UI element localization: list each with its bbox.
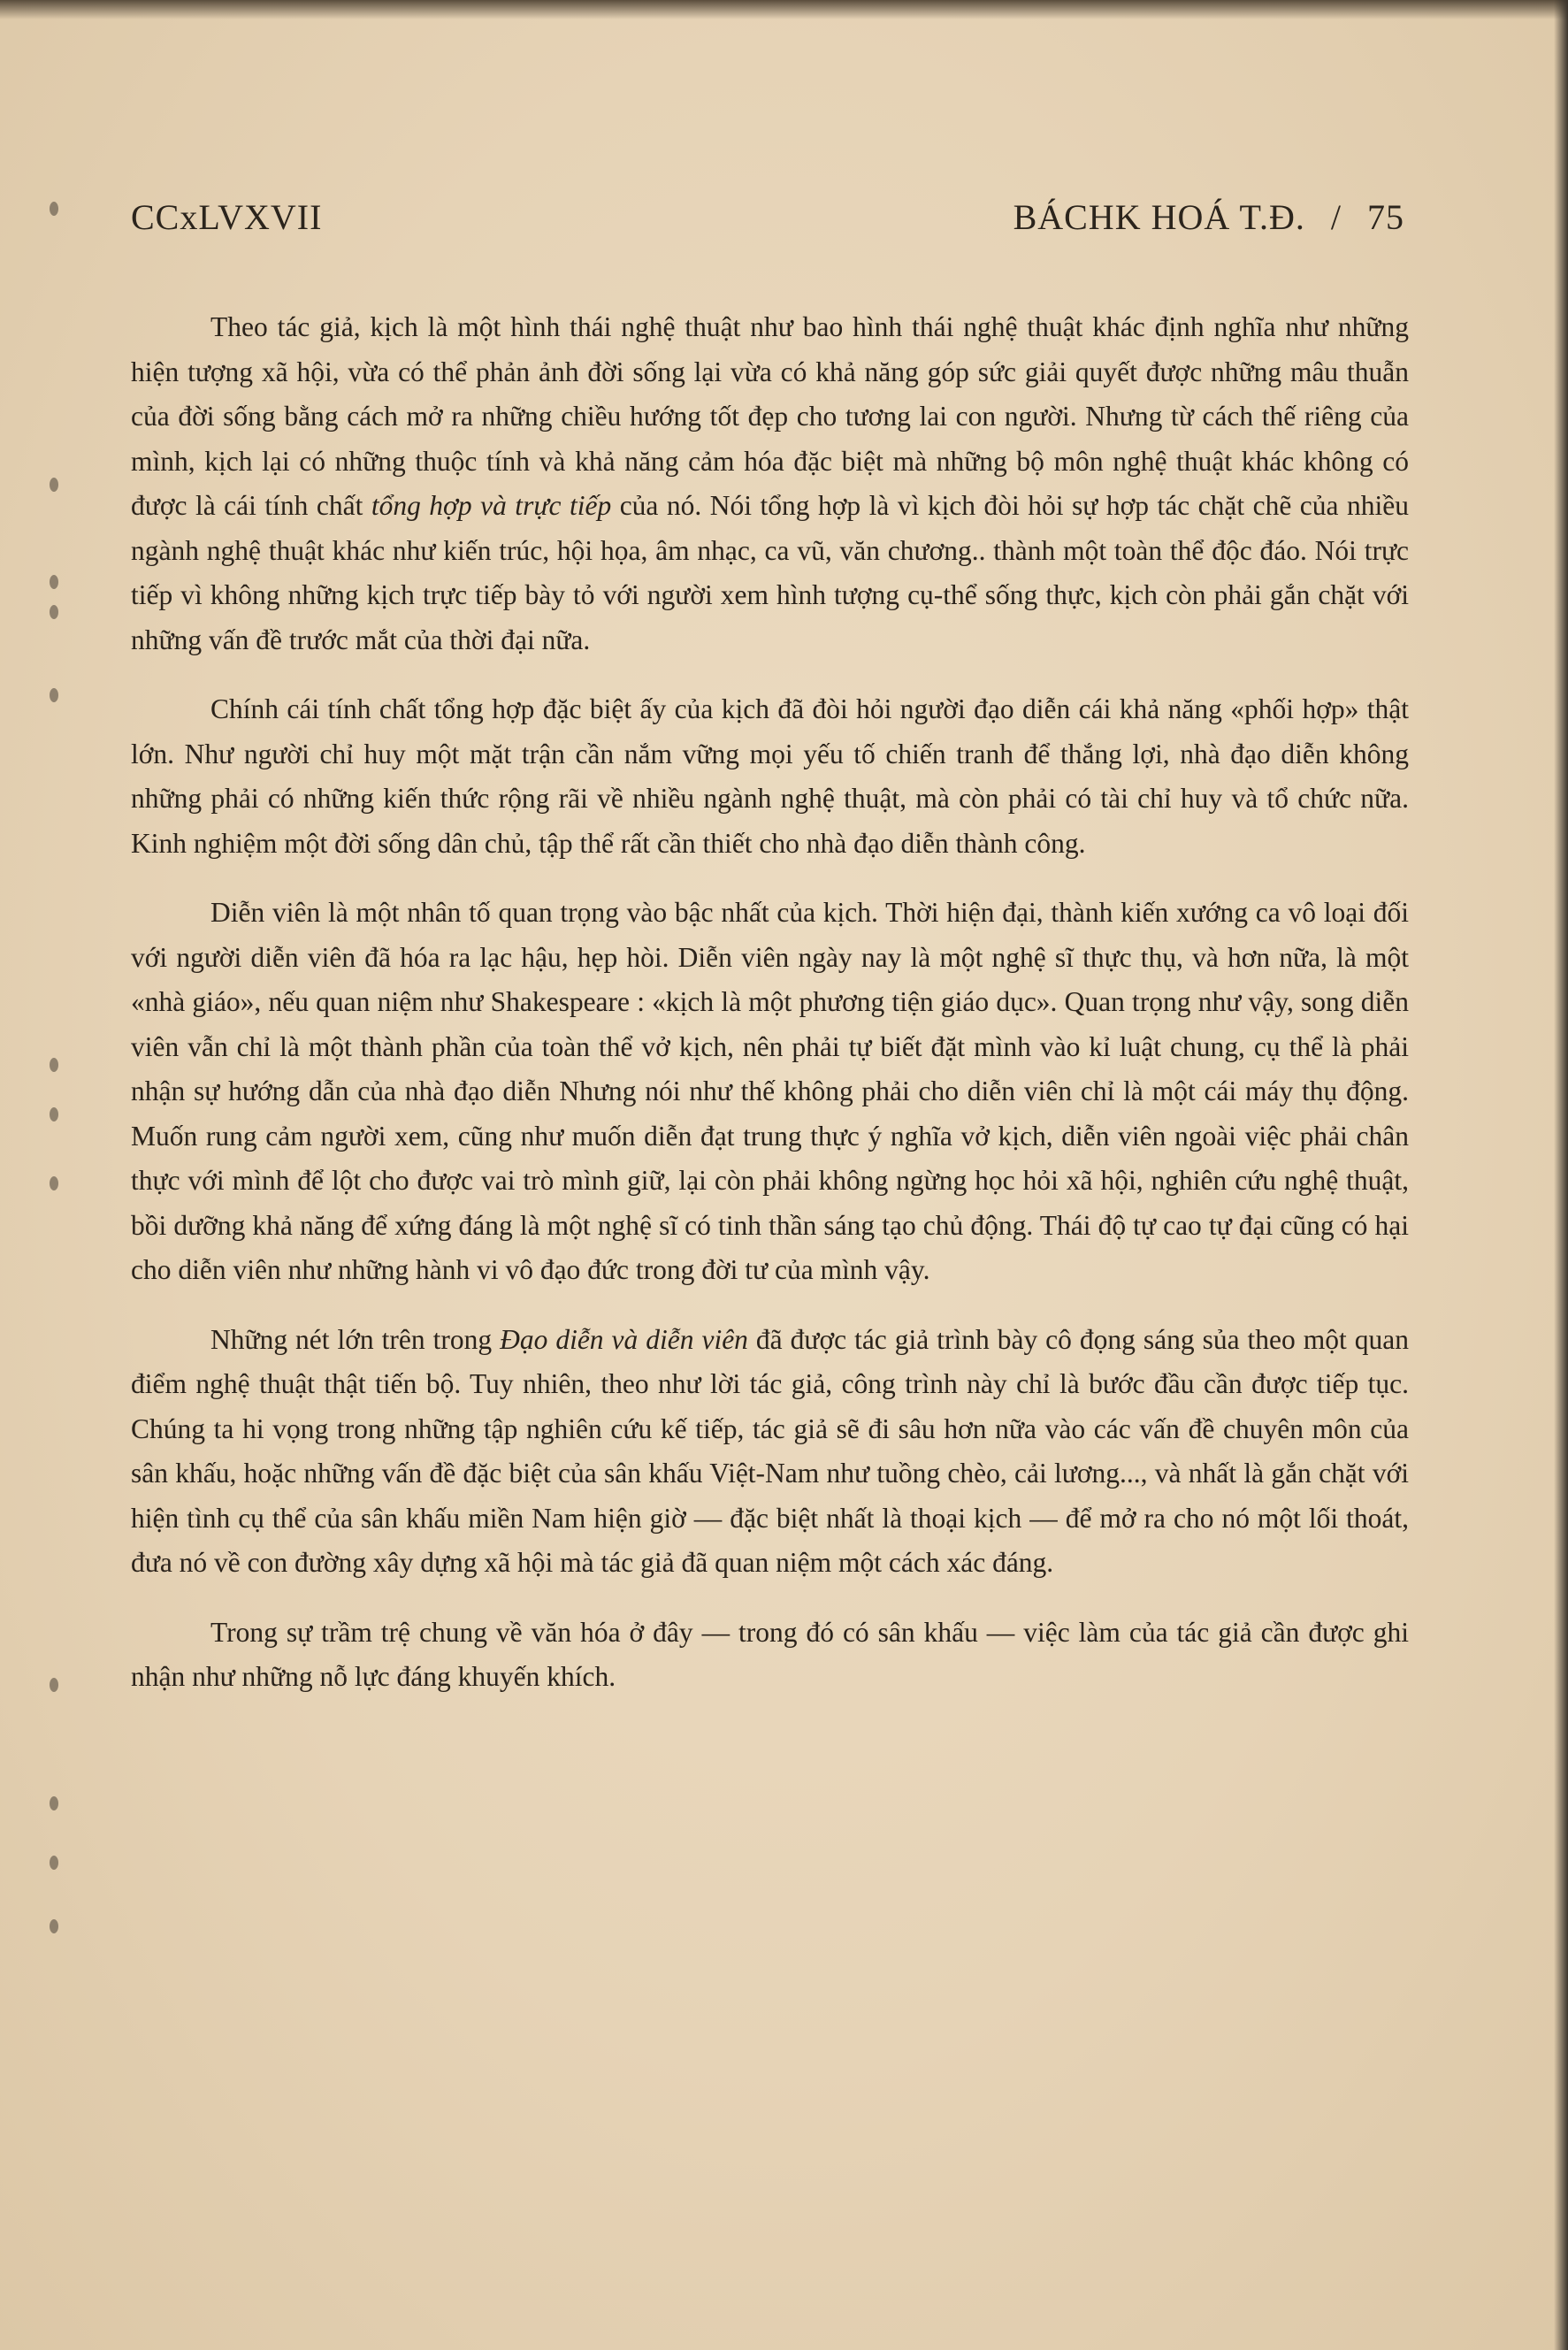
- paragraph: [131, 1318, 1409, 1586]
- paragraph-text: Trong sự trầm trệ chung về văn hóa ở đây — trong đó có sân khấu — việc làm của tác giả cần được ghi nhận như những nỗ lực đáng khuyến khích.: [131, 1616, 1409, 1692]
- section-code: CCxLVXVII: [131, 197, 323, 237]
- paragraph-text: của nó. Nói tổng hợp là vì kịch đòi hỏi sự hợp tác chặt chẽ của nhiều ngành nghệ thuật khác như kiến trúc, hội họa, âm nhạc, ca vũ, văn chương.. thành một toàn thể độc đáo. Nói trực tiếp vì không những kịch trực tiếp bày tỏ với người xem hình tượng cụ-thể sống thực, kịch còn phải gắn chặt với những vấn đề trước mắt của thời đại nữa.: [131, 490, 1409, 655]
- paragraph-text: đã được tác giả trình bày cô đọng sáng sủa theo một quan điểm nghệ thuật thật tiến bộ. Tuy nhiên, theo như lời tác giả, công trình này chỉ là bước đầu cần được tiếp tục. Chúng ta hi vọng trong những tập nghiên cứu kế tiếp, tác giả sẽ đi sâu hơn nữa vào các vấn đề chuyên môn của sân khấu, hoặc những vấn đề đặc biệt của sân khấu Việt-Nam như tuồng chèo, cải lương..., và nhất là gắn chặt với hiện tình cụ thể của sân khấu miền Nam hiện giờ — đặc biệt nhất là thoại kịch — để mở ra cho nó một lối thoát, đưa nó về con đường xây dựng xã hội mà tác giả đã quan niệm một cách xác đáng.: [131, 1323, 1409, 1578]
- binding-hole: [50, 1856, 58, 1870]
- paragraph-text: Theo tác giả, kịch là một hình thái nghệ thuật như bao hình thái nghệ thuật khác định nghĩa như những hiện tượng xã hội, vừa có thể phản ảnh đời sống lại vừa có khả năng góp sức giải quyết được những mâu thuẫn của đời sống bằng cách mở ra những chiều hướng tốt đẹp cho tương lai con người. Nhưng từ cách thế riêng của mình, kịch lại có những thuộc tính và khả năng cảm hóa đặc biệt mà những bộ môn nghệ thuật khác không có được là cái tính chất: [131, 311, 1409, 521]
- paragraph: [131, 1611, 1409, 1700]
- paragraph: [131, 305, 1409, 662]
- binding-hole: [50, 575, 58, 589]
- binding-hole: [50, 202, 58, 216]
- binding-hole: [50, 688, 58, 702]
- running-header: [131, 196, 1404, 249]
- binding-hole: [50, 478, 58, 492]
- binding-hole: [50, 1678, 58, 1692]
- binding-hole: [50, 1058, 58, 1072]
- paragraph-text: Diễn viên là một nhân tố quan trọng vào bậc nhất của kịch. Thời hiện đại, thành kiến xướng ca vô loại đối với người diễn viên đã hóa ra lạc hậu, hẹp hòi. Diễn viên ngày nay là một nghệ sĩ thực thụ, và hơn nữa, là một «nhà giáo», nếu quan niệm như Shakespeare : «kịch là một phương tiện giáo dục». Quan trọng như vậy, song diễn viên vẫn chỉ là một thành phần của toàn thể vở kịch, nên phải tự biết đặt mình vào kỉ luật chung, cụ thể là phải nhận sự hướng dẫn của nhà đạo diễn Nhưng nói như thế không phải cho diễn viên chỉ là một cái máy thụ động. Muốn rung cảm người xem, cũng như muốn diễn đạt trung thực ý nghĩa vở kịch, diễn viên ngoài việc phải chân thực với mình để lột cho được vai trò mình giữ, lại còn phải không ngừng học hỏi xã hội, nghiên cứu nghệ thuật, bồi dưỡng khả năng để xứng đáng là một nghệ sĩ có tinh thần sáng tạo chủ động. Thái độ tự cao tự đại cũng có hại cho diễn viên như những hành vi vô đạo đức trong đời tư của mình vậy.: [131, 897, 1409, 1285]
- margin-binding-holes: [0, 0, 71, 2350]
- header-right: [998, 196, 1404, 238]
- book-title-italic: Đạo diễn và diễn viên: [500, 1323, 748, 1355]
- publication-title: BÁCHK HOÁ T.Đ.: [1013, 197, 1305, 237]
- paragraph-text: Chính cái tính chất tổng hợp đặc biệt ấy của kịch đã đòi hỏi người đạo diễn cái khả năng «phối hợp» thật lớn. Như người chỉ huy một mặt trận cần nắm vững mọi yếu tố chiến tranh để thắng lợi, nhà đạo diễn không những phải có những kiến thức rộng rãi về nhiều ngành nghệ thuật, mà còn phải có tài chỉ huy và tổ chức nữa. Kinh nghiệm một đời sống dân chủ, tập thể rất cần thiết cho nhà đạo diễn thành công.: [131, 693, 1409, 859]
- paragraph: [131, 891, 1409, 1293]
- emphasis-text: tổng hợp và trực tiếp: [371, 490, 612, 521]
- binding-hole: [50, 605, 58, 619]
- binding-hole: [50, 1919, 58, 1933]
- binding-hole: [50, 1107, 58, 1121]
- header-separator: /: [1330, 197, 1342, 237]
- page-number: 75: [1367, 197, 1404, 237]
- binding-hole: [50, 1796, 58, 1810]
- article-body: [131, 305, 1409, 1725]
- binding-hole: [50, 1176, 58, 1190]
- paragraph-text: Những nét lớn trên trong: [210, 1323, 501, 1355]
- paragraph: [131, 687, 1409, 866]
